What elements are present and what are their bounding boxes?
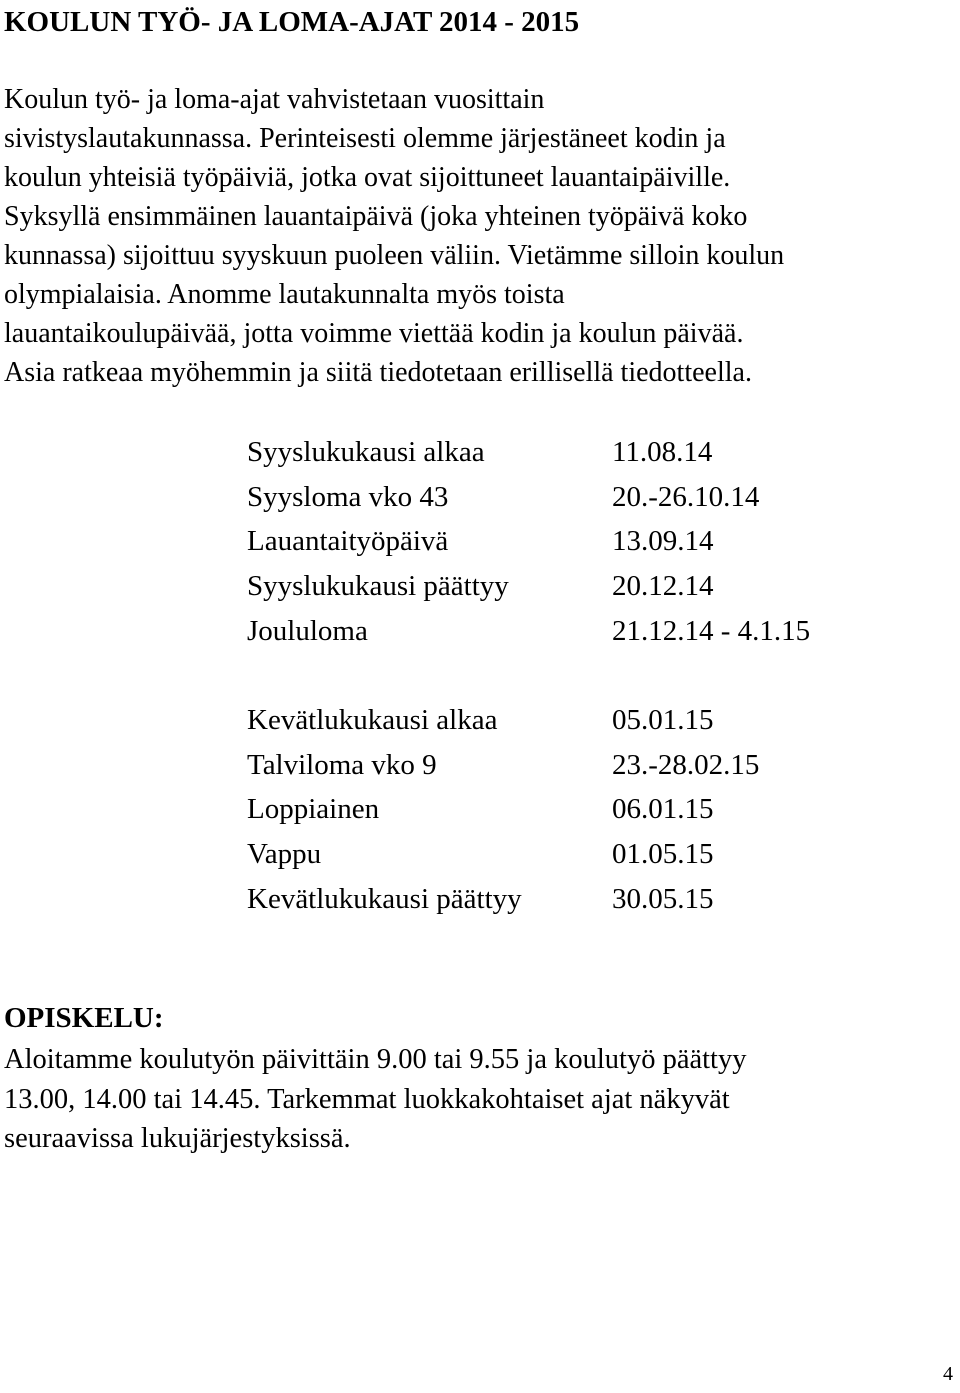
schedule-row <box>247 832 887 877</box>
schedule-label: Kevätlukukausi päättyy <box>247 883 522 916</box>
schedule-row <box>247 430 887 475</box>
schedule-date: 13.09.14 <box>612 525 714 558</box>
schedule-label: Kevätlukukausi alkaa <box>247 703 498 736</box>
schedule-label: Syyslukukausi alkaa <box>247 435 485 468</box>
intro-line: Asia ratkeaa myöhemmin ja siitä tiedotetaan erillisellä tiedotteella. <box>4 357 752 388</box>
schedule-label: Vappu <box>247 838 322 871</box>
page-number: 4 <box>943 1363 953 1385</box>
schedule-date: 05.01.15 <box>612 703 714 736</box>
schedule-row <box>247 609 887 654</box>
schedule-row <box>247 877 887 922</box>
intro-line: Koulun työ- ja loma-ajat vahvistetaan vuosittain <box>4 84 545 115</box>
schedule-date: 06.01.15 <box>612 793 714 826</box>
schedule-label: Joululoma <box>247 615 368 648</box>
schedule-row <box>247 698 887 743</box>
schedule-date: 20.-26.10.14 <box>612 480 760 513</box>
schedule-row <box>247 743 887 788</box>
study-line: seuraavissa lukujärjestyksissä. <box>4 1123 351 1154</box>
intro-line: sivistyslautakunnassa. Perinteisesti olemme järjestäneet kodin ja <box>4 123 726 154</box>
schedule-date: 11.08.14 <box>612 435 713 468</box>
intro-line: lauantaikoulupäivää, jotta voimme viettää kodin ja koulun päivää. <box>4 318 744 349</box>
schedule-label: Talviloma vko 9 <box>247 748 437 781</box>
autumn-schedule <box>247 430 887 654</box>
intro-paragraph <box>4 80 954 392</box>
schedule-date: 01.05.15 <box>612 838 714 871</box>
schedule-date: 30.05.15 <box>612 883 714 916</box>
schedule-row <box>247 564 887 609</box>
schedule-date: 23.-28.02.15 <box>612 748 760 781</box>
schedule-row <box>247 520 887 565</box>
schedule-label: Syyslukukausi päättyy <box>247 570 509 603</box>
schedule-label: Loppiainen <box>247 793 380 826</box>
schedule-label: Lauantaityöpäivä <box>247 525 449 558</box>
schedule-row <box>247 475 887 520</box>
intro-line: kunnassa) sijoittuu syyskuun puoleen väliin. Vietämme silloin koulun <box>4 240 785 271</box>
schedule-date: 20.12.14 <box>612 570 714 603</box>
intro-line: koulun yhteisiä työpäiviä, jotka ovat sijoittuneet lauantaipäiville. <box>4 162 731 193</box>
study-line: 13.00, 14.00 tai 14.45. Tarkemmat luokkakohtaiset ajat näkyvät <box>4 1083 730 1115</box>
intro-line: olympialaisia. Anomme lautakunnalta myös toista <box>4 279 565 310</box>
schedule-row <box>247 788 887 833</box>
document-title: KOULUN TYÖ- JA LOMA-AJAT 2014 - 2015 <box>4 6 580 38</box>
schedule-label: Syysloma vko 43 <box>247 480 449 513</box>
intro-line: Syksyllä ensimmäinen lauantaipäivä (joka yhteinen työpäivä koko <box>4 201 748 232</box>
study-line: Aloitamme koulutyön päivittäin 9.00 tai 9.55 ja koulutyö päättyy <box>4 1044 747 1075</box>
study-paragraph <box>4 1040 954 1159</box>
schedule-date: 21.12.14 - 4.1.15 <box>612 615 811 648</box>
study-heading: OPISKELU: <box>4 1002 164 1034</box>
spring-schedule <box>247 698 887 922</box>
